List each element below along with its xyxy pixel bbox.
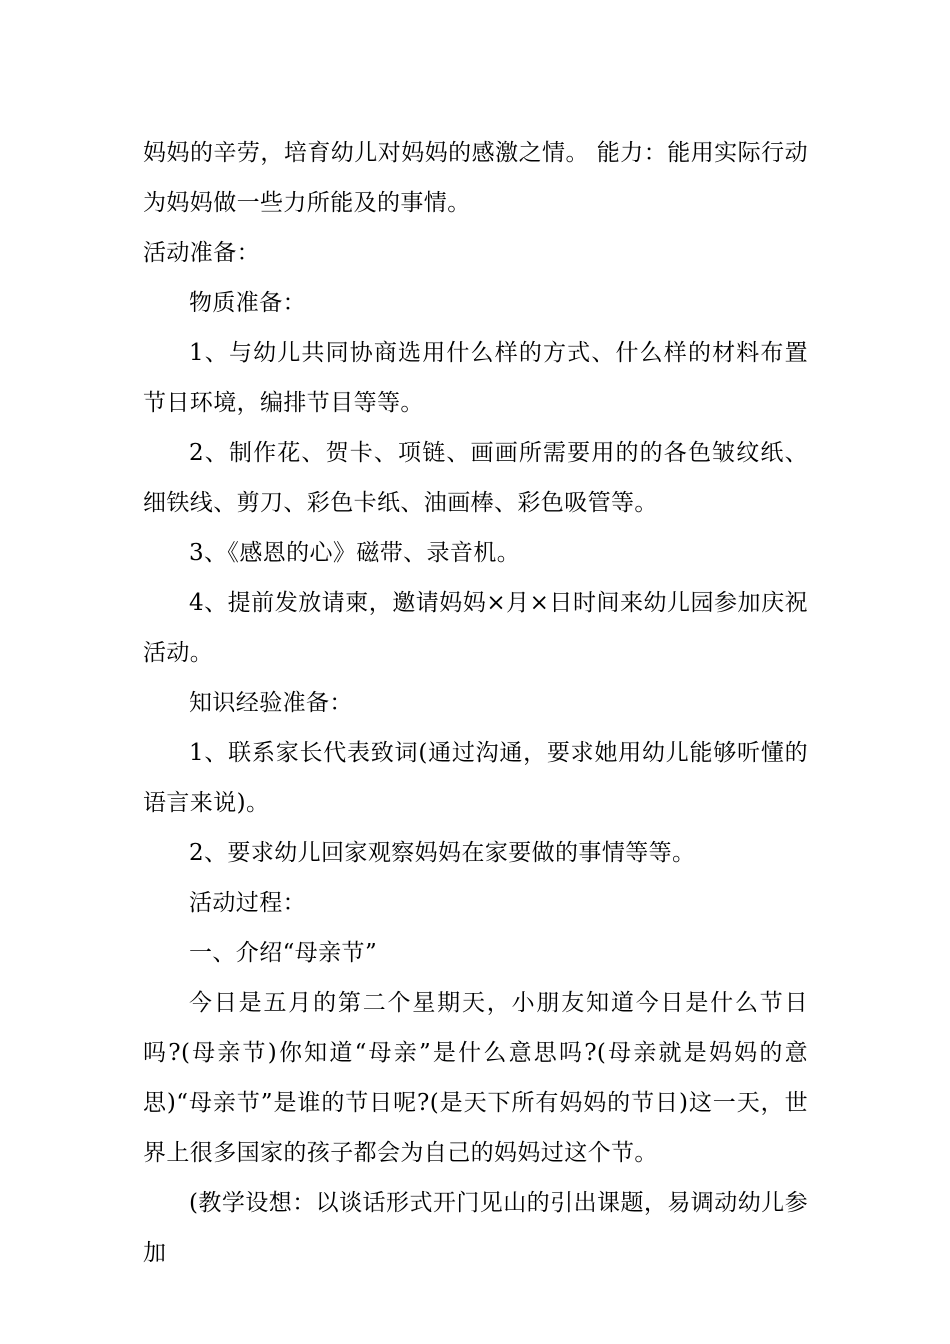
paragraph-goal-ability: 妈妈的辛劳，培育幼儿对妈妈的感激之情。 能力：能用实际行动为妈妈做一些力所能及的事情。 xyxy=(143,140,808,216)
paragraph-teaching-idea: (教学设想：以谈话形式开门见山的引出课题，易调动幼儿参加 xyxy=(143,1190,808,1266)
subheading-knowledge-preparation: 知识经验准备： xyxy=(189,690,353,716)
list-item-material-3: 3、《感恩的心》磁带、录音机。 xyxy=(189,540,521,566)
heading-activity-preparation: 活动准备： xyxy=(143,240,260,266)
list-item-knowledge-2: 2、要求幼儿回家观察妈妈在家要做的事情等等。 xyxy=(189,840,696,866)
list-item-knowledge-1: 1、联系家长代表致词(通过沟通，要求她用幼儿能够听懂的语言来说)。 xyxy=(143,740,808,816)
document-body xyxy=(143,128,808,1278)
list-item-material-1: 1、与幼儿共同协商选用什么样的方式、什么样的材料布置节日环境，编排节目等等。 xyxy=(143,340,808,416)
paragraph-mothers-day-intro: 今日是五月的第二个星期天，小朋友知道今日是什么节日吗?(母亲节)你知道“母亲”是什么意思吗?(母亲就是妈妈的意思)“母亲节”是谁的节日呢?(是天下所有妈妈的节日)这一天，世界上很多国家的孩子都会为自己的妈妈过这个节。 xyxy=(143,990,808,1166)
list-item-material-2: 2、制作花、贺卡、项链、画画所需要用的的各色皱纹纸、细铁线、剪刀、彩色卡纸、油画棒、彩色吸管等。 xyxy=(143,440,808,516)
subheading-material-preparation: 物质准备： xyxy=(189,290,306,316)
heading-activity-process: 活动过程： xyxy=(189,890,306,916)
list-item-material-4: 4、提前发放请柬，邀请妈妈×月×日时间来幼儿园参加庆祝活动。 xyxy=(143,590,808,666)
section-heading-introduce-mothers-day: 一、介绍“母亲节” xyxy=(189,940,378,966)
